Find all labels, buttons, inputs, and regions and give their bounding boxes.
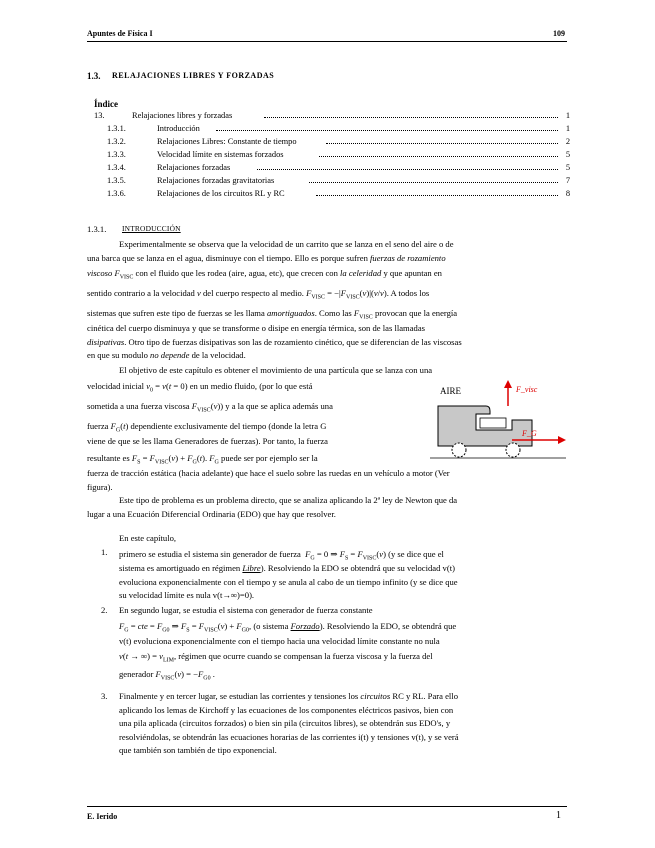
text-line: cinética del cuerpo disminuya y que se transforme o disipe en energía térmica, son de las llamadas (87, 323, 425, 333)
text-line: . A todos los (386, 288, 430, 298)
text-line: sometida a una fuerza viscosa (87, 401, 190, 411)
toc-item-number: 1.3.4. (107, 163, 126, 172)
list-marker: 2. (101, 605, 108, 615)
toc-item-title: Relajaciones libres y forzadas (132, 111, 233, 120)
toc-item-title: Relajaciones forzadas (157, 163, 231, 172)
text-line: El objetivo de este capítulo es obtener el movimiento de una partícula que se lanza con una (119, 365, 433, 375)
f-visc-symbol: $F_{VISC}$ (114, 268, 134, 281)
subsection-number: 1.3.1. (87, 224, 107, 234)
toc-item[interactable] (94, 123, 570, 135)
list-marker: 3. (101, 691, 108, 701)
toc-leader (319, 156, 558, 157)
text-line: (y se dice que el (388, 549, 444, 559)
emphasis: la celeridad (340, 268, 382, 278)
toc-item-number: 1.3.3. (107, 150, 126, 159)
text-line: del cuerpo respecto al medio. (203, 288, 304, 298)
emphasis: Libre (242, 563, 261, 573)
text-line: una pila aplicada (circuitos forzados) o bien sin pila (circuitos libres), se obtendrán sus EDO's, y (119, 718, 451, 728)
visc-force-label: F_visc (516, 385, 538, 394)
fvisc-equilibrium-formula: $F_{VISC}(v) = -F_{G0}$ . (155, 669, 215, 682)
list-item (101, 690, 568, 758)
text-line: provocan que la energía (374, 308, 458, 318)
text-line: En segundo lugar, se estudia el sistema con generador de fuerza constante (119, 605, 373, 615)
text-line: en que su modulo (87, 350, 148, 360)
text-line: resolviéndolas, se obtendrán las ecuaciones horarias de las corrientes i(t) y tensiones v(t), y se verá (119, 731, 459, 742)
toc-item[interactable] (94, 188, 570, 200)
toc-leader (326, 143, 558, 144)
text-line: ) y a la que se aplica además una (220, 401, 333, 411)
text-line: primero se estudia el sistema sin generador de fuerza (119, 549, 301, 559)
subsection-title: INTRODUCCIÓN (122, 224, 181, 233)
header-rule (87, 41, 567, 42)
text-line: , (o sistema (249, 620, 289, 631)
text-line: su velocidad límite es nula v(t→∞)=0). (119, 590, 255, 600)
f-visc-formula: $F_{VISC} = -|F_{VISC}(v)|(v/v)$ (306, 288, 387, 301)
toc-item[interactable] (94, 162, 570, 174)
text-line: sistema es amortiguado en régimen (119, 563, 241, 573)
toc-item-page: 7 (565, 176, 570, 185)
toc-heading: Índice (94, 99, 119, 109)
toc-leader (309, 182, 558, 183)
toc-item[interactable] (94, 175, 570, 187)
footer-page-number: 1 (556, 810, 561, 821)
text-line: velocidad inicial (87, 381, 145, 391)
intro-paragraph-3 (87, 494, 568, 521)
cart-figure (426, 378, 570, 460)
intro-paragraph-2-wrap: velocidad inicial $v_0 = v(t = 0)$ en un medio fluido, (por lo que está sometida a una fuerza viscosa $F_{VISC}(v)$) y a la que se aplica además una fuerza $F_G(t)$ dependiente exclusivamente del tiempo (donde la letra G viene de que se les llama Generadores de fuerzas). Por tanto, la fuerza resultante es $F_S = F_{VISC}(v) + F_G(t)$. $F_G$ puede ser por ejemplo ser la (87, 377, 422, 467)
text-line: generador (119, 669, 154, 679)
gen-force-label: F_G (522, 429, 537, 438)
cart-window (480, 418, 506, 428)
toc-item[interactable] (94, 136, 570, 148)
text-line: . Otro tipo de fuerzas disipativas son las de rozamiento cinético, que se diferencian de las viscosas (124, 336, 462, 347)
list-item (101, 546, 568, 603)
toc-item-page: 8 (565, 189, 570, 198)
text-line: resultante es (87, 452, 130, 463)
text-line: figura). (87, 481, 113, 492)
text-line: dependiente exclusivamente del tiempo (donde la letra G (130, 421, 327, 431)
text-line: sentido contrario a la velocidad (87, 288, 195, 298)
text-line: viene de que se les llama Generadores de fuerzas). Por tanto, la fuerza (87, 436, 328, 446)
figure-air-label: AIRE (440, 386, 461, 396)
text-line: que también son también de tipo exponencial. (119, 745, 277, 755)
toc-item-number: 1.3.1. (107, 124, 126, 133)
section-number: 1.3. (87, 71, 101, 81)
wheel-icon (452, 443, 466, 457)
text-line: de la velocidad. (191, 350, 246, 360)
toc-item-page: 1 (565, 111, 570, 120)
toc-item-title: Relajaciones de los circuitos RL y RC (157, 189, 285, 198)
text-line: una barca que se lanza en el agua, disminuye con el tiempo. Ello es porque sufren (87, 252, 368, 263)
footer-rule (87, 806, 567, 807)
text-line: con el fluido que les rodea (aire, agua, etc), que crecen con (135, 268, 338, 278)
emphasis: no depende (150, 350, 190, 360)
text-line: RC y RL. Para ello (392, 691, 458, 701)
text-line: Finalmente y en tercer lugar, se estudian las corrientes y tensiones los (119, 691, 359, 701)
emphasis: circuitos (360, 691, 391, 701)
emphasis: disipativas (87, 336, 125, 347)
list-item (101, 604, 568, 683)
text-line: en un medio fluido, (por lo que está (189, 381, 313, 391)
text-line: . Como las (314, 308, 352, 318)
toc-item-title: Relajaciones Libres: Constante de tiempo (157, 137, 297, 146)
v0-formula: $v_0 = v(t = 0)$ (146, 381, 188, 394)
text-line: ). Resolviendo la EDO se obtendrá que su velocidad v(t) (260, 563, 455, 573)
header-title: Apuntes de Física I (87, 29, 153, 38)
text-line: evoluciona exponencialmente con el tiempo y se anula al cabo de un tiempo infinito (y se dice que (119, 576, 458, 587)
text-line: puede ser por ejemplo ser la (221, 452, 318, 463)
intro-paragraph-1: Experimentalmente se observa que la velocidad de un carrito que se lanza en el seno del aire o de una barca que se lanza en el agua, disminuye con el tiempo. Ello es porque sufren fuerzas de rozamiento viscoso $F_{VISC}$ con el fluido que les rodea (aire, agua, etc), que crecen con la celeridad y que apuntan en sentido contrario a la velocidad v del cuerpo respecto al medio. $F_{VISC} = -|F_{VISC}(v)|(v/v)$. A todos los sistemas que sufren este tipo de fuerzas se les llama amortiguados. Como las $F_{VISC}$ provocan que la energía cinética del cuerpo disminuya y que se transforme o disipe en energía térmica, son de las llamadas disipativas. Otro tipo de fuerzas disipativas son las de rozamiento cinético, que se diferencian de las viscosas en que su modulo no depende de la velocidad. (87, 238, 568, 363)
text-line: Este tipo de problema es un problema directo, que se analiza aplicando la 2ª ley de Newton que da (119, 495, 458, 505)
toc-item-page: 5 (565, 163, 570, 172)
toc-item-number: 1.3.6. (107, 189, 126, 198)
text-line: y que apuntan en (383, 268, 442, 278)
text-line: v(t) evoluciona exponencialmente con el tiempo hacia una velocidad límite constante no nula (119, 635, 440, 646)
footer-author: E. Ierido (87, 812, 118, 821)
toc-leader (257, 169, 558, 170)
toc-item-title: Velocidad límite en sistemas forzados (157, 150, 284, 159)
emphasis: fuerzas de rozamiento (370, 252, 446, 263)
intro-paragraph-2 (87, 364, 568, 378)
text-line: ). Resolviendo la EDO, se obtendrá que (319, 620, 457, 631)
wheel-icon (506, 443, 520, 457)
text-line: sistemas que sufren este tipo de fuerzas se les llama (87, 308, 265, 318)
text-line: Experimentalmente se observa que la velocidad de un carrito que se lanza en el seno del aire o de (119, 239, 454, 249)
toc-item-page: 5 (565, 150, 570, 159)
toc-item-number: 1.3.5. (107, 176, 126, 185)
toc-item-number: 13. (94, 111, 105, 120)
toc-item-page: 1 (565, 124, 570, 133)
toc-leader (216, 130, 558, 131)
header-page-number: 109 (553, 29, 565, 38)
text-line: fuerza de tracción estática (hacia adelante) que hace el suelo sobre las ruedas en un vehículo a motor (Ver (87, 468, 450, 478)
toc-item-title: Introducción (157, 124, 200, 133)
toc-item-title: Relajaciones forzadas gravitatorias (157, 176, 275, 185)
emphasis: amortiguados (266, 308, 315, 318)
text-line: lugar a una Ecuación Diferencial Ordinaria (EDO) que hay que resolver. (87, 508, 336, 519)
toc-leader (264, 117, 558, 118)
emphasis: viscoso (87, 268, 113, 278)
toc-leader (316, 195, 558, 196)
text-line: , régimen que ocurre cuando se compensan la fuerza viscosa y la fuerza del (173, 651, 433, 661)
emphasis: Forzado (290, 620, 320, 631)
fg-const-formula: $F_G$ = cte = $F_{G0}$ ⇒ $F_S = F_{VISC}(v) + F_{G0}$ (119, 620, 250, 634)
fs-formula: $F_S = F_{VISC}(v) + F_G(t)$. $F_G$ (131, 452, 219, 466)
fg-zero-formula: $F_G = 0$ ⇒ $F_S = F_{VISC}(v)$ (305, 549, 386, 562)
intro-paragraph-2-end (87, 467, 568, 494)
intro-paragraph-4: En este capítulo, (119, 533, 177, 543)
text-line: fuerza (87, 421, 109, 431)
toc-item[interactable] (94, 110, 570, 122)
list-marker: 1. (101, 547, 108, 557)
toc-item[interactable] (94, 149, 570, 161)
section-title: RELAJACIONES LIBRES Y FORZADAS (112, 71, 275, 80)
text-line: aplicando los lemas de Kirchoff y las ecuaciones de los componentes eléctricos pasivos, bien con (119, 704, 454, 715)
toc-item-page: 2 (565, 137, 570, 146)
toc-item-number: 1.3.2. (107, 137, 126, 146)
vlim-formula: v(t → ∞) = $v_{LIM}$ (119, 651, 174, 664)
